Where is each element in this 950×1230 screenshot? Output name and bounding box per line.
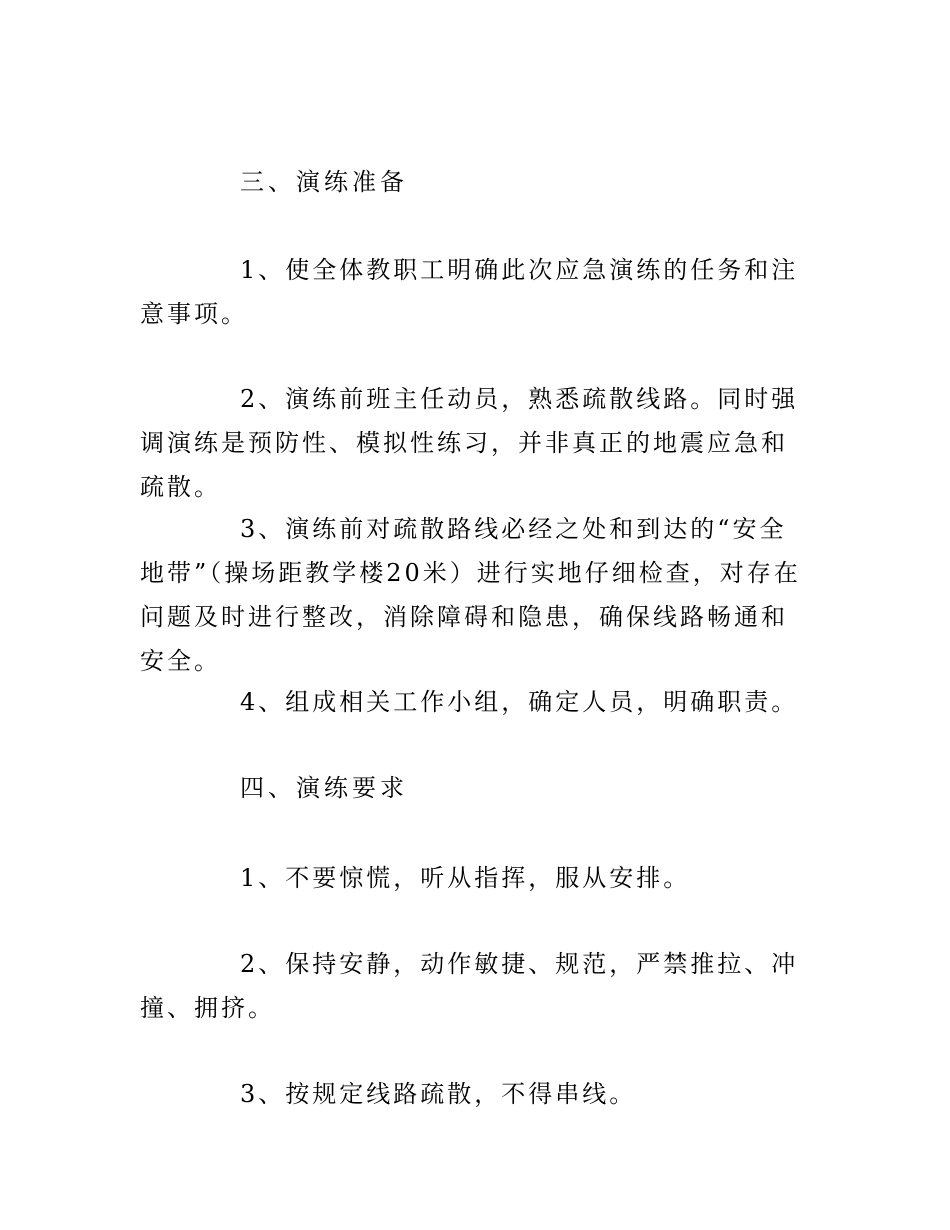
requirement-item-2: 2、保持安静，动作敏捷、规范，严禁推拉、冲撞、拥挤。 xyxy=(140,950,799,1022)
section-heading-preparation: 三、演练准备 xyxy=(240,168,408,196)
section-heading-requirements: 四、演练要求 xyxy=(240,774,408,802)
requirement-item-3: 3、按规定线路疏散，不得串线。 xyxy=(240,1080,637,1108)
preparation-item-4: 4、组成相关工作小组，确定人员，明确职责。 xyxy=(240,688,799,716)
preparation-item-1: 1、使全体教职工明确此次应急演练的任务和注意事项。 xyxy=(140,256,799,328)
requirement-item-1: 1、不要惊慌，听从指挥，服从安排。 xyxy=(240,864,691,892)
preparation-item-3: 3、演练前对疏散路线必经之处和到达的“安全地带”（操场距教学楼20米）进行实地仔细检查，对存在问题及时进行整改，消除障碍和隐患，确保线路畅通和安全。 xyxy=(140,515,801,675)
preparation-item-2: 2、演练前班主任动员，熟悉疏散线路。同时强调演练是预防性、模拟性练习，并非真正的地震应急和疏散。 xyxy=(140,385,799,501)
